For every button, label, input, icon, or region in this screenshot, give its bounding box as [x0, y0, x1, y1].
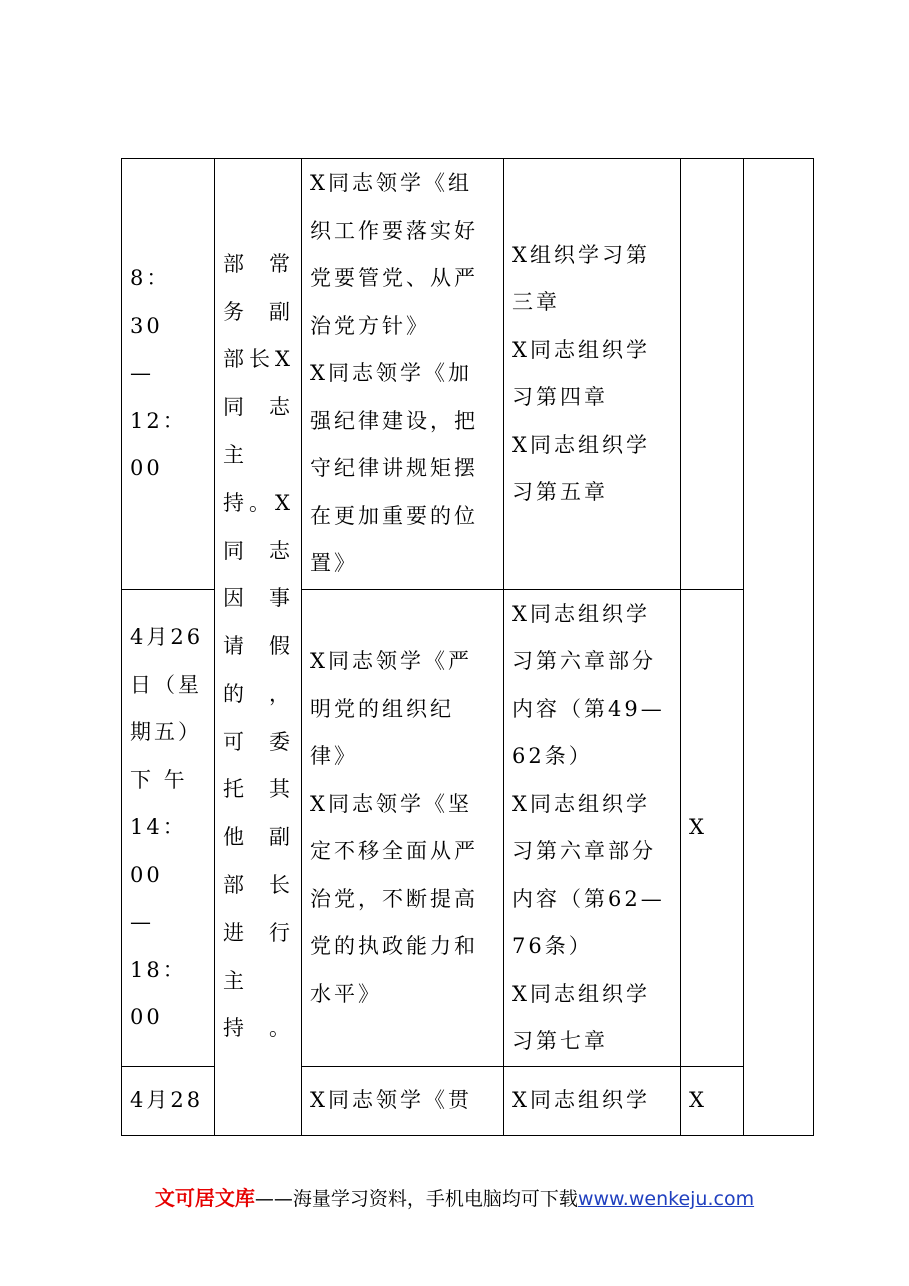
time-cell — [122, 590, 215, 1067]
footer-brand: 文可居文库 — [154, 1186, 255, 1210]
time-cell — [122, 1067, 215, 1136]
col5-text: X — [689, 1088, 707, 1113]
reading-text: X同志领学《组 织工作要落实好 党要管党、从严 治党方针》 X同志领学《加 强纪律建设，把 守纪律讲规矩摆 在更加重要的位 置》 — [310, 171, 478, 576]
reading-cell — [302, 159, 504, 590]
col5-cell — [681, 159, 744, 590]
time-text: 8： 30 —12： 00 — [130, 266, 187, 481]
time-cell — [122, 159, 215, 590]
host-cell — [215, 159, 302, 1136]
table-row — [122, 159, 814, 590]
time-text: 4月28 — [130, 1088, 204, 1113]
time-text: 4月26 日（星 期五） 下 午 14：00 —18： 00 — [130, 625, 204, 1030]
study-text: X组织学习第 三章 X同志组织学 习第四章 X同志组织学 习第五章 — [512, 242, 650, 504]
col5-text: X — [689, 815, 707, 840]
study-text: X同志组织学 习第六章部分 内容（第49— 62条） X同志组织学 习第六章部分 内容（第62— 76条） X同志组织学 习第七章 — [512, 601, 665, 1053]
reading-cell — [302, 590, 504, 1067]
reading-text: X同志领学《贯 — [310, 1088, 472, 1113]
col5-cell — [681, 590, 744, 1067]
schedule-table — [121, 158, 814, 1136]
footer-slogan: ——海量学习资料，手机电脑均可下载 — [254, 1188, 578, 1210]
study-cell — [504, 1067, 681, 1136]
footer-site-link[interactable]: www.wenkeju.com — [577, 1188, 755, 1210]
study-text: X同志组织学 — [512, 1088, 650, 1113]
reading-text: X同志领学《严 明党的组织纪 律》 X同志领学《坚 定不移全面从严 治党，不断提高 党的执政能力和 水平》 — [310, 649, 478, 1006]
col6-cell — [744, 159, 814, 1136]
study-cell — [504, 590, 681, 1067]
study-cell — [504, 159, 681, 590]
col5-cell — [681, 1067, 744, 1136]
reading-cell — [302, 1067, 504, 1136]
footer — [0, 1182, 909, 1211]
host-text: 部 常 务 副 部长X 同 志 主 持。X 同 志 因 事 请 假 的 ， 可 委 托 其 他 副 部 长 进 行 主 持。 — [223, 251, 293, 1041]
